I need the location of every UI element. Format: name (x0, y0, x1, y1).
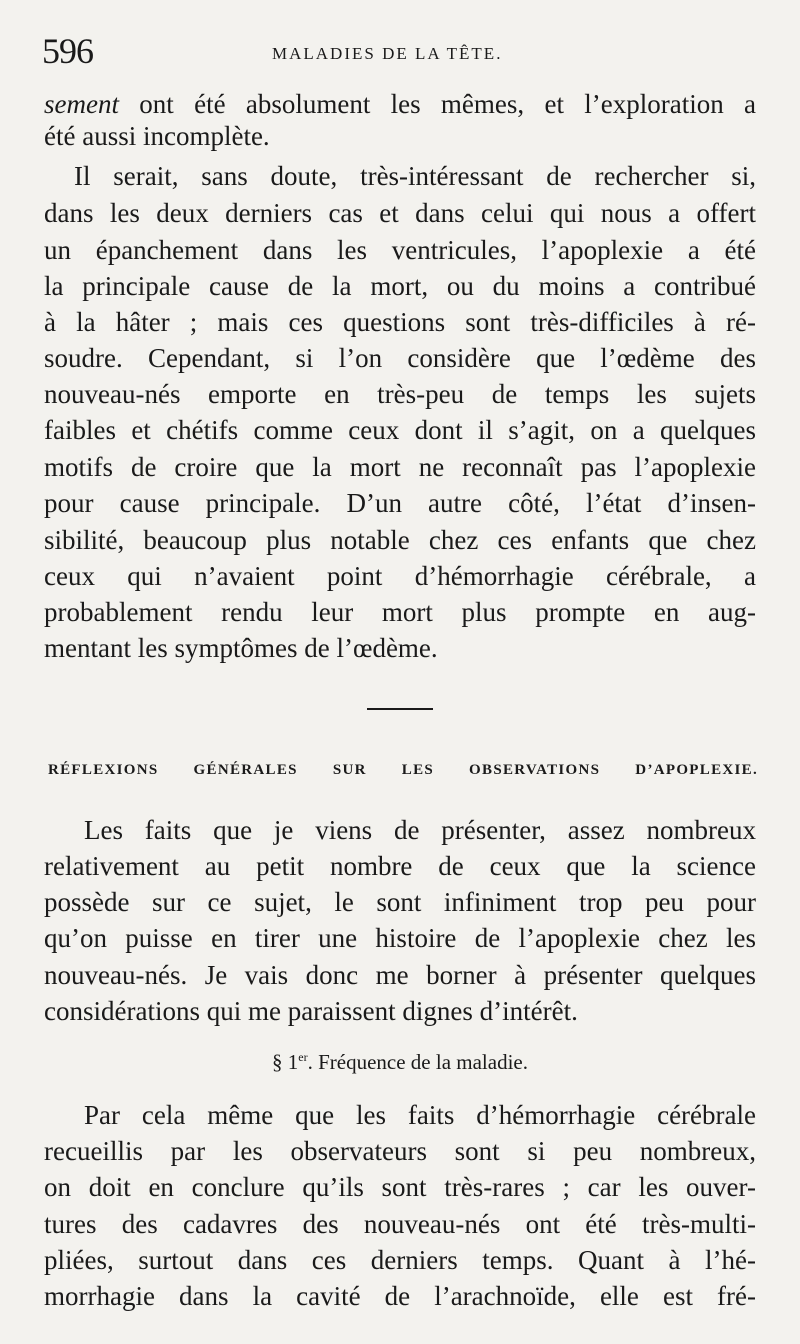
text-line: pliées, surtout dans ces derniers temps. Quant à l’hé- (44, 1245, 756, 1275)
section-divider (367, 708, 433, 710)
subsection-number: § 1 (272, 1050, 299, 1074)
text-line: on doit en conclure qu’ils sont très-rares ; car les ouver- (44, 1172, 756, 1202)
text-line: mentant les symptômes de l’œdème. (44, 633, 438, 663)
text-line: faibles et chétifs comme ceux dont il s’agit, on a quelques (44, 415, 756, 445)
section-heading: RÉFLEXIONS GÉNÉRALES SUR LES OBSERVATIONS D’APOPLEXIE. (48, 762, 758, 778)
text-line: un épanchement dans les ventricules, l’apoplexie a été (44, 235, 756, 265)
text-line: relativement au petit nombre de ceux que la science (44, 851, 756, 881)
subsection-superscript: er (298, 1050, 308, 1064)
text-line: Par cela même que les faits d’hémorrhagie cérébrale (84, 1100, 756, 1130)
text-line: tures des cadavres des nouveau-nés ont été très-multi- (44, 1209, 756, 1239)
text-line: soudre. Cependant, si l’on considère que l’œdème des (44, 343, 756, 373)
text-line: nouveau-nés emporte en très-peu de temps les sujets (44, 379, 756, 409)
text-line: Il serait, sans doute, très-intéressant de rechercher si, (74, 161, 756, 191)
text-line (44, 86, 756, 122)
text-line: probablement rendu leur mort plus prompte en aug- (44, 597, 756, 627)
italic-word: sement (44, 89, 119, 119)
subsection-heading (0, 1050, 800, 1075)
text-line: été aussi incomplète. (44, 121, 270, 151)
text-line: nouveau-nés. Je vais donc me borner à présenter quelques (44, 960, 756, 990)
text-line: motifs de croire que la mort ne reconnaît pas l’apoplexie (44, 452, 756, 482)
text-line: considérations qui me paraissent dignes d’intérêt. (44, 996, 578, 1026)
text-line: à la hâter ; mais ces questions sont très-difficiles à ré- (44, 307, 756, 337)
page-number: 596 (42, 31, 93, 71)
text-line: ceux qui n’avaient point d’hémorrhagie cérébrale, a (44, 561, 756, 591)
subsection-title: . Fréquence de la maladie. (307, 1050, 528, 1074)
text-line: pour cause principale. D’un autre côté, l’état d’insen- (44, 488, 756, 518)
running-head: MALADIES DE LA TÊTE. (272, 44, 503, 63)
text-line: qu’on puisse en tirer une histoire de l’apoplexie chez les (44, 923, 756, 953)
text-line: Les faits que je viens de présenter, assez nombreux (84, 815, 756, 845)
text-span: ont été absolument les mêmes, et l’exploration a (118, 89, 756, 119)
page-header (42, 30, 760, 70)
text-line: sibilité, beaucoup plus notable chez ces enfants que chez (44, 525, 756, 555)
text-line: dans les deux derniers cas et dans celui qui nous a offert (44, 198, 756, 228)
text-line: recueillis par les observateurs sont si peu nombreux, (44, 1136, 756, 1166)
text-line: possède sur ce sujet, le sont infiniment trop peu pour (44, 887, 756, 917)
text-line: la principale cause de la mort, ou du moins a contribué (44, 271, 756, 301)
text-line: morrhagie dans la cavité de l’arachnoïde, elle est fré- (44, 1281, 756, 1311)
